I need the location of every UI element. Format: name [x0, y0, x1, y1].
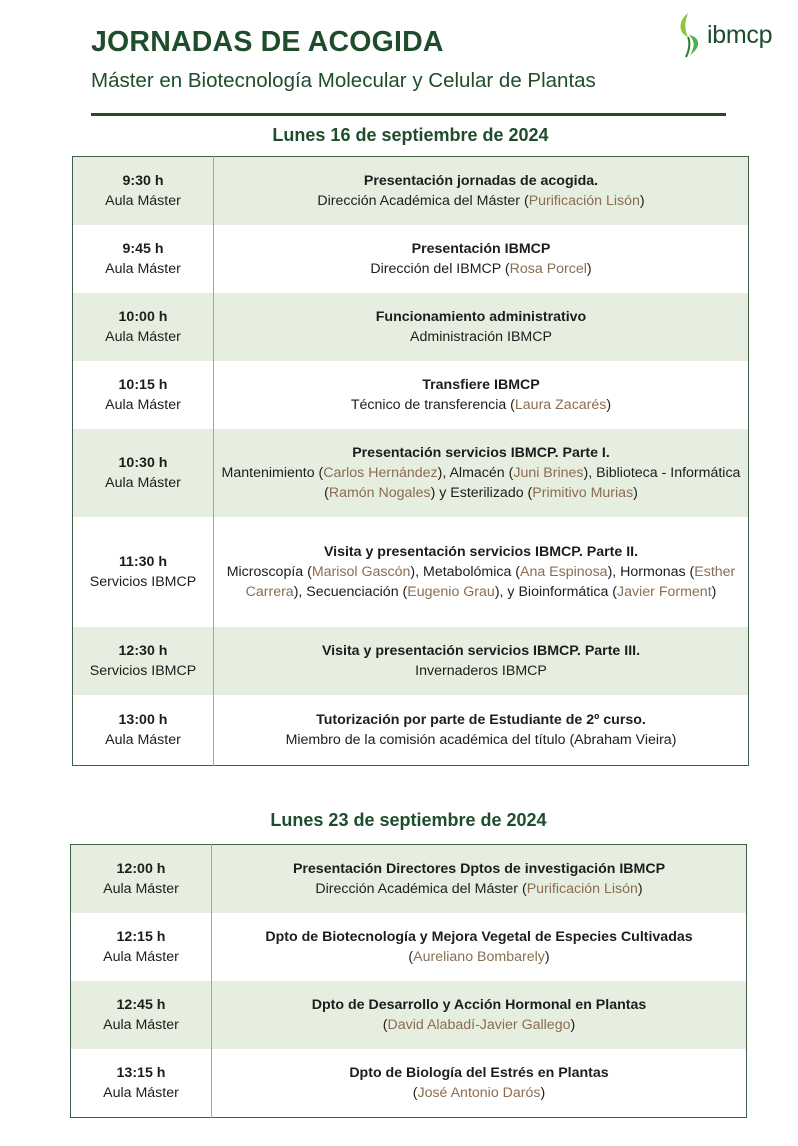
- description-text: ): [639, 192, 645, 209]
- description-text: ): [633, 484, 638, 501]
- person-name: Ramón Nogales: [328, 484, 431, 501]
- session-description: [220, 562, 742, 602]
- session-location: Servicios IBMCP: [89, 573, 197, 590]
- session-title: Presentación jornadas de acogida.: [363, 172, 599, 189]
- person-name: Ana Espinosa: [520, 563, 608, 580]
- description-text: (: [408, 948, 414, 965]
- session-description: [218, 1015, 740, 1035]
- session-description: [220, 395, 742, 415]
- session-cell: [214, 157, 749, 225]
- session-cell: [214, 695, 749, 766]
- description-text: ) y Esterilizado (: [430, 484, 533, 501]
- person-name: Javier Forment: [617, 583, 712, 600]
- schedule-row: [73, 225, 749, 293]
- description-text: Invernaderos IBMCP: [415, 662, 547, 679]
- session-title: Presentación IBMCP: [411, 240, 551, 257]
- header-divider: [91, 113, 726, 116]
- description-text: Mantenimiento (: [221, 464, 324, 481]
- time-cell: [71, 1049, 212, 1118]
- session-title: Visita y presentación servicios IBMCP. Parte III.: [321, 642, 641, 659]
- person-name: Laura Zacarés: [514, 396, 607, 413]
- description-text: ): [711, 583, 717, 600]
- schedule-row: [71, 913, 747, 981]
- schedule-table-day-2: [70, 844, 747, 1118]
- session-location: Aula Máster: [105, 260, 181, 277]
- description-text: Técnico de transferencia (: [350, 396, 515, 413]
- session-description: [220, 730, 742, 750]
- person-name: José Antonio Darós: [417, 1084, 541, 1101]
- time-cell: [71, 845, 212, 913]
- ibmcp-logo: [676, 10, 794, 60]
- description-text: (: [382, 1016, 388, 1033]
- session-title: Transfiere IBMCP: [422, 376, 540, 393]
- description-text: Dirección Académica del Máster (: [317, 192, 529, 209]
- session-time: 10:30 h: [118, 454, 168, 471]
- schedule-row: [71, 1049, 747, 1118]
- session-time: 9:30 h: [122, 172, 164, 189]
- session-description: [220, 259, 742, 279]
- person-name: Aureliano Bombarely: [413, 948, 545, 965]
- logo-text: ibmcp: [707, 20, 773, 49]
- session-time: 12:00 h: [116, 860, 166, 877]
- time-cell: [73, 157, 214, 225]
- time-cell: [73, 517, 214, 627]
- description-text: ): [570, 1016, 576, 1033]
- session-cell: [212, 913, 747, 981]
- session-time: 11:30 h: [118, 553, 168, 570]
- session-title: Dpto de Desarrollo y Acción Hormonal en Plantas: [311, 996, 647, 1013]
- session-time: 10:00 h: [118, 308, 168, 325]
- session-description: [220, 463, 742, 503]
- person-name: Eugenio Grau: [407, 583, 495, 600]
- session-title: Funcionamiento administrativo: [375, 308, 587, 325]
- person-name: Carlos Hernández: [323, 464, 438, 481]
- time-cell: [73, 429, 214, 517]
- person-name: David Alabadí-Javier Gallego: [387, 1016, 571, 1033]
- description-text: Miembro de la comisión académica del título (Abraham Vieira): [285, 731, 677, 748]
- description-text: Microscopía (: [226, 563, 312, 580]
- session-title: Tutorización por parte de Estudiante de 2º curso.: [316, 711, 646, 728]
- description-text: ): [540, 1084, 546, 1101]
- time-cell: [73, 361, 214, 429]
- session-time: 12:15 h: [116, 928, 166, 945]
- person-name: Primitivo Murias: [532, 484, 634, 501]
- description-text: Dirección del IBMCP (: [370, 260, 510, 277]
- person-name: Esther Carrera: [245, 563, 736, 600]
- time-cell: [73, 293, 214, 361]
- session-description: [218, 1083, 740, 1103]
- time-cell: [71, 981, 212, 1049]
- schedule-row: [71, 981, 747, 1049]
- schedule-row: [73, 293, 749, 361]
- schedule-row: [73, 361, 749, 429]
- person-name: Purificación Lisón: [528, 192, 640, 209]
- session-title: Dpto de Biotecnología y Mejora Vegetal de Especies Cultivadas: [265, 928, 693, 945]
- session-description: [220, 661, 742, 681]
- session-time: 9:45 h: [122, 240, 164, 257]
- session-location: Aula Máster: [103, 1016, 179, 1033]
- session-location: Servicios IBMCP: [89, 662, 197, 679]
- session-time: 10:15 h: [118, 376, 168, 393]
- session-location: Aula Máster: [105, 192, 181, 209]
- page-title: JORNADAS DE ACOGIDA: [91, 26, 444, 58]
- time-cell: [73, 225, 214, 293]
- day-heading-2: Lunes 23 de septiembre de 2024: [270, 810, 547, 830]
- description-text: Dirección Académica del Máster (: [315, 880, 527, 897]
- schedule-row: [71, 845, 747, 913]
- leaf-icon: [676, 11, 706, 59]
- session-description: [218, 879, 740, 899]
- description-text: ), Secuenciación (: [293, 583, 408, 600]
- person-name: Juni Brines: [513, 464, 584, 481]
- session-time: 12:30 h: [118, 642, 168, 659]
- session-cell: [214, 293, 749, 361]
- description-text: ): [637, 880, 643, 897]
- session-location: Aula Máster: [105, 731, 181, 748]
- description-text: ), Metabolómica (: [410, 563, 520, 580]
- description-text: Administración IBMCP: [410, 328, 552, 345]
- description-text: ): [606, 396, 612, 413]
- session-cell: [214, 429, 749, 517]
- person-name: Rosa Porcel: [509, 260, 587, 277]
- session-cell: [212, 845, 747, 913]
- person-name: Purificación Lisón: [526, 880, 638, 897]
- session-cell: [214, 361, 749, 429]
- session-time: 13:15 h: [116, 1064, 166, 1081]
- schedule-table-day-1: [72, 156, 749, 766]
- session-title: Dpto de Biología del Estrés en Plantas: [349, 1064, 609, 1081]
- session-location: Aula Máster: [105, 328, 181, 345]
- description-text: ): [586, 260, 592, 277]
- session-location: Aula Máster: [103, 880, 179, 897]
- description-text: ), y Bioinformática (: [494, 583, 618, 600]
- session-time: 13:00 h: [118, 711, 168, 728]
- session-cell: [212, 981, 747, 1049]
- session-location: Aula Máster: [105, 474, 181, 491]
- session-cell: [214, 225, 749, 293]
- time-cell: [71, 913, 212, 981]
- description-text: ): [544, 948, 550, 965]
- description-text: ), Almacén (: [437, 464, 514, 481]
- day-heading-1: Lunes 16 de septiembre de 2024: [272, 125, 549, 145]
- time-cell: [73, 627, 214, 695]
- session-description: [220, 327, 742, 347]
- session-location: Aula Máster: [103, 1084, 179, 1101]
- session-time: 12:45 h: [116, 996, 166, 1013]
- session-title: Presentación Directores Dptos de investigación IBMCP: [292, 860, 666, 877]
- schedule-row: [73, 517, 749, 627]
- session-title: Presentación servicios IBMCP. Parte I.: [352, 444, 610, 461]
- time-cell: [73, 695, 214, 766]
- session-description: [220, 191, 742, 211]
- session-location: Aula Máster: [103, 948, 179, 965]
- schedule-row: [73, 627, 749, 695]
- description-text: ), Hormonas (: [607, 563, 695, 580]
- description-text: ), Biblioteca - Informática (: [324, 464, 741, 501]
- schedule-row: [73, 695, 749, 766]
- schedule-row: [73, 157, 749, 225]
- session-cell: [214, 627, 749, 695]
- session-cell: [212, 1049, 747, 1118]
- schedule-row: [73, 429, 749, 517]
- session-location: Aula Máster: [105, 396, 181, 413]
- description-text: (: [412, 1084, 418, 1101]
- session-cell: [214, 517, 749, 627]
- session-title: Visita y presentación servicios IBMCP. Parte II.: [323, 543, 639, 560]
- person-name: Marisol Gascón: [311, 563, 411, 580]
- page-subtitle: Máster en Biotecnología Molecular y Celular de Plantas: [91, 69, 596, 92]
- session-description: [218, 947, 740, 967]
